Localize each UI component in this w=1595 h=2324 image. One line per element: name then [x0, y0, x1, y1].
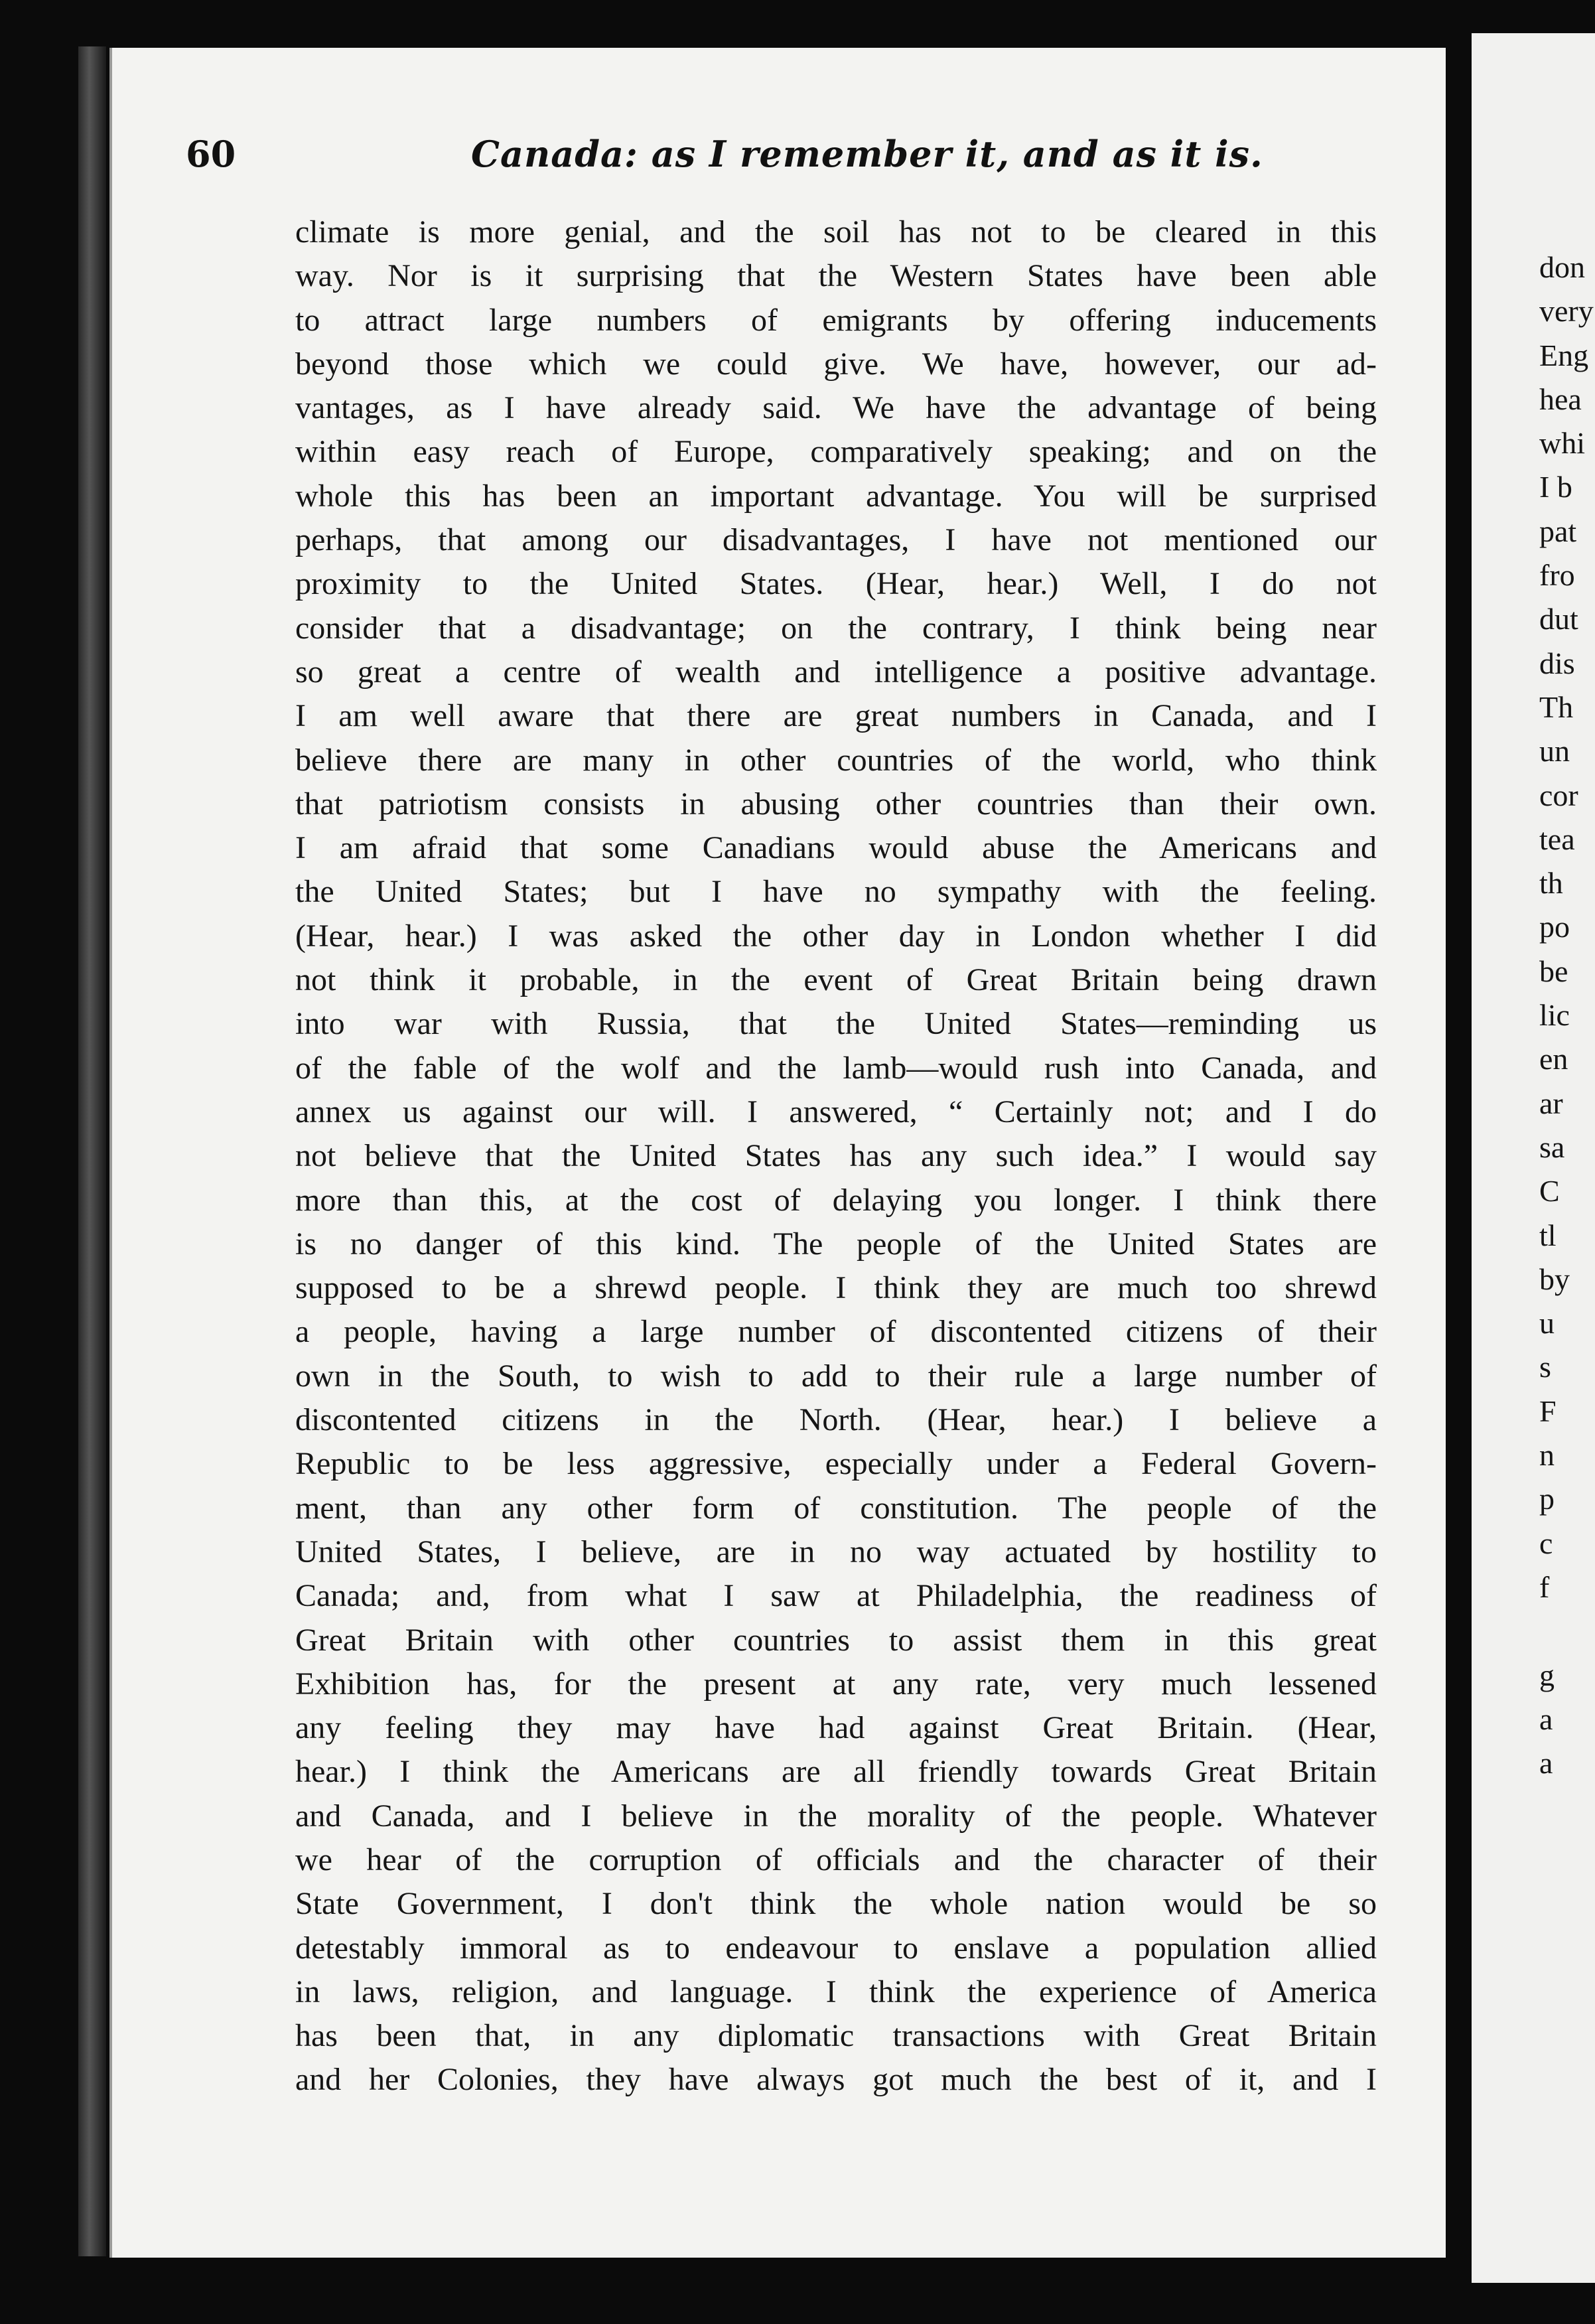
text-line: has been that, in any diplomatic transactions with Great Britain — [295, 2018, 1377, 2054]
text-line: in laws, religion, and language. I think the experience of America — [295, 1974, 1377, 2009]
text-line: discontented citizens in the North. (Hear, hear.) I believe a — [295, 1402, 1377, 1438]
next-page-line: un — [1539, 734, 1570, 768]
text-line: annex us against our will. I answered, “ Certainly not; and I do — [295, 1094, 1377, 1129]
text-line: not believe that the United States has any such idea.” I would say — [295, 1138, 1377, 1174]
next-page-line: c — [1539, 1526, 1553, 1560]
text-line: into war with Russia, that the United States—reminding us — [295, 1006, 1377, 1042]
text-line: I am well aware that there are great numbers in Canada, and I — [295, 698, 1377, 734]
text-line: ment, than any other form of constitution. The people of the — [295, 1490, 1377, 1526]
next-page-line: a — [1539, 1702, 1553, 1736]
next-page-line: fro — [1539, 558, 1575, 593]
text-line: of the fable of the wolf and the lamb—would rush into Canada, and — [295, 1050, 1377, 1086]
page-number: 60 — [186, 133, 236, 175]
next-page-line: th — [1539, 866, 1563, 901]
next-page-line: cor — [1539, 778, 1578, 812]
next-page-line: po — [1539, 910, 1570, 944]
next-page-line: whi — [1539, 426, 1585, 461]
text-line: not think it probable, in the event of Great Britain being drawn — [295, 962, 1377, 998]
next-page-line: tl — [1539, 1218, 1557, 1252]
text-line: any feeling they may have had against Great Britain. (Hear, — [295, 1710, 1377, 1746]
text-line: I am afraid that some Canadians would abuse the Americans and — [295, 830, 1377, 866]
text-line: more than this, at the cost of delaying you longer. I think there — [295, 1182, 1377, 1218]
text-line: hear.) I think the Americans are all friendly towards Great Britain — [295, 1754, 1377, 1790]
text-line: and her Colonies, they have always got much the best of it, and I — [295, 2062, 1377, 2098]
next-page-line: very — [1539, 294, 1594, 328]
next-page-line: C — [1539, 1174, 1560, 1208]
text-line: believe there are many in other countries of the world, who think — [295, 742, 1377, 778]
next-page-line: en — [1539, 1042, 1568, 1076]
next-page-line: p — [1539, 1482, 1555, 1516]
next-page-line: a — [1539, 1746, 1553, 1780]
text-line: (Hear, hear.) I was asked the other day in London whether I did — [295, 918, 1377, 954]
text-line: United States, I believe, are in no way actuated by hostility to — [295, 1534, 1377, 1569]
next-page-line: n — [1539, 1438, 1555, 1473]
text-line: whole this has been an important advantage. You will be surprised — [295, 478, 1377, 514]
next-page-line: dis — [1539, 646, 1575, 680]
next-page-line: I b — [1539, 470, 1572, 504]
text-line: that patriotism consists in abusing other countries than their own. — [295, 786, 1377, 822]
next-page-line: lic — [1539, 998, 1570, 1033]
next-page-line: g — [1539, 1658, 1555, 1692]
next-page-line: ar — [1539, 1086, 1563, 1120]
text-line: proximity to the United States. (Hear, hear.) Well, I do not — [295, 566, 1377, 602]
next-page-line: f — [1539, 1569, 1550, 1604]
next-page-line: Eng — [1539, 338, 1589, 372]
text-line: a people, having a large number of discontented citizens of their — [295, 1314, 1377, 1350]
book-spine — [78, 46, 106, 2256]
next-page-line: pat — [1539, 514, 1577, 548]
text-line: detestably immoral as to endeavour to enslave a population allied — [295, 1930, 1377, 1966]
next-page-line: s — [1539, 1350, 1551, 1384]
body-text — [295, 210, 1377, 2102]
text-line: is no danger of this kind. The people of the United States are — [295, 1226, 1377, 1262]
text-line: Canada; and, from what I saw at Philadelphia, the readiness of — [295, 1578, 1377, 1614]
next-page-line: don — [1539, 250, 1585, 284]
text-line: so great a centre of wealth and intelligence a positive advantage. — [295, 654, 1377, 690]
text-line: climate is more genial, and the soil has not to be cleared in this — [295, 214, 1377, 250]
text-line: Great Britain with other countries to assist them in this great — [295, 1622, 1377, 1658]
text-line: consider that a disadvantage; on the contrary, I think being near — [295, 610, 1377, 646]
text-line: vantages, as I have already said. We have the advantage of being — [295, 390, 1377, 426]
text-line: own in the South, to wish to add to their rule a large number of — [295, 1358, 1377, 1394]
page-header — [186, 133, 1267, 192]
text-line: beyond those which we could give. We have, however, our ad- — [295, 346, 1377, 382]
next-page-line — [1539, 1609, 1595, 1653]
text-line: Republic to be less aggressive, especially under a Federal Govern- — [295, 1446, 1377, 1482]
text-line: within easy reach of Europe, comparatively speaking; and on the — [295, 434, 1377, 470]
text-line: State Government, I don't think the whole nation would be so — [295, 1886, 1377, 1922]
text-line: to attract large numbers of emigrants by offering inducements — [295, 302, 1377, 338]
text-line: perhaps, that among our disadvantages, I have not mentioned our — [295, 522, 1377, 558]
text-line: we hear of the corruption of officials and the character of their — [295, 1842, 1377, 1877]
next-page-line: sa — [1539, 1129, 1565, 1164]
next-page-line: F — [1539, 1394, 1557, 1428]
next-page-line: be — [1539, 954, 1568, 988]
next-page-line: by — [1539, 1262, 1570, 1296]
next-page-line: u — [1539, 1306, 1555, 1341]
text-line: the United States; but I have no sympathy with the feeling. — [295, 874, 1377, 910]
next-page-line: dut — [1539, 602, 1578, 636]
text-line: Exhibition has, for the present at any rate, very much lessened — [295, 1666, 1377, 1702]
next-page-line: hea — [1539, 382, 1582, 416]
next-page-line: Th — [1539, 690, 1574, 724]
next-page-line: tea — [1539, 822, 1575, 856]
text-line: way. Nor is it surprising that the Western States have been able — [295, 258, 1377, 294]
running-title: Canada: as I remember it, and as it is. — [471, 133, 1263, 175]
next-page-fragment-text — [1539, 246, 1595, 1785]
text-line: supposed to be a shrewd people. I think they are much too shrewd — [295, 1270, 1377, 1306]
text-line: and Canada, and I believe in the morality of the people. Whatever — [295, 1798, 1377, 1834]
